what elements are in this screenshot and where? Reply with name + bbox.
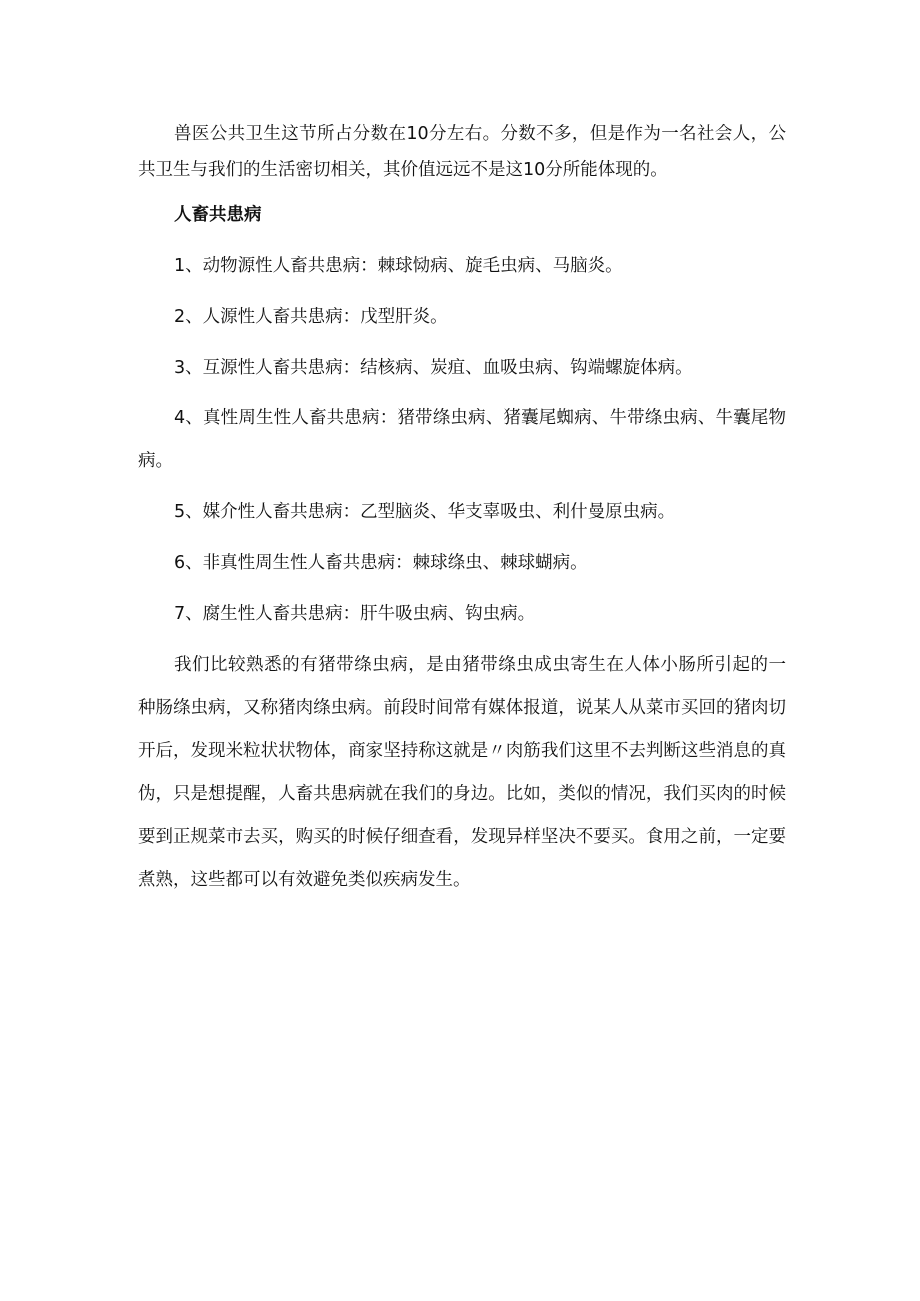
list-item-2: 2、人源性人畜共患病：戊型肝炎。 <box>174 307 448 327</box>
intro-paragraph: 兽医公共卫生这节所占分数在10分左右。分数不多，但是作为一名社会人，公共卫生与我们的生活密切相关，其价值远远不是这10分所能体现的。 <box>138 124 786 180</box>
list-item-4: 4、真性周生性人畜共患病：猪带绦虫病、猪囊尾蜘病、牛带绦虫病、牛囊尾物病。 <box>138 408 786 471</box>
document-body <box>138 116 786 902</box>
list-item-6: 6、非真性周生性人畜共患病：棘球绦虫、棘球蝴病。 <box>174 553 588 573</box>
list-item-5: 5、媒介性人畜共患病：乙型脑炎、华支辜吸虫、利什曼原虫病。 <box>174 502 676 522</box>
list-item-3: 3、互源性人畜共患病：结核病、炭疽、血吸虫病、钩端螺旋体病。 <box>174 358 693 378</box>
section-heading: 人畜共患病 <box>174 205 262 225</box>
closing-paragraph: 我们比较熟悉的有猪带绦虫病，是由猪带绦虫成虫寄生在人体小肠所引起的一种肠绦虫病，又称猪肉绦虫病。前段时间常有媒体报道，说某人从菜市买回的猪肉切开后，发现米粒状状物体，商家坚持称这就是〃肉筋我们这里不去判断这些消息的真伪，只是想提醒，人畜共患病就在我们的身边。比如，类似的情况，我们买肉的时候要到正规菜市去买，购买的时候仔细查看，发现异样坚决不要买。食用之前，一定要煮熟，这些都可以有效避免类似疾病发生。 <box>138 655 786 890</box>
list-item-7: 7、腐生性人畜共患病：肝牛吸虫病、钩虫病。 <box>174 604 536 624</box>
list-item-1: 1、动物源性人畜共患病：棘球恸病、旋毛虫病、马脑炎。 <box>174 256 623 276</box>
